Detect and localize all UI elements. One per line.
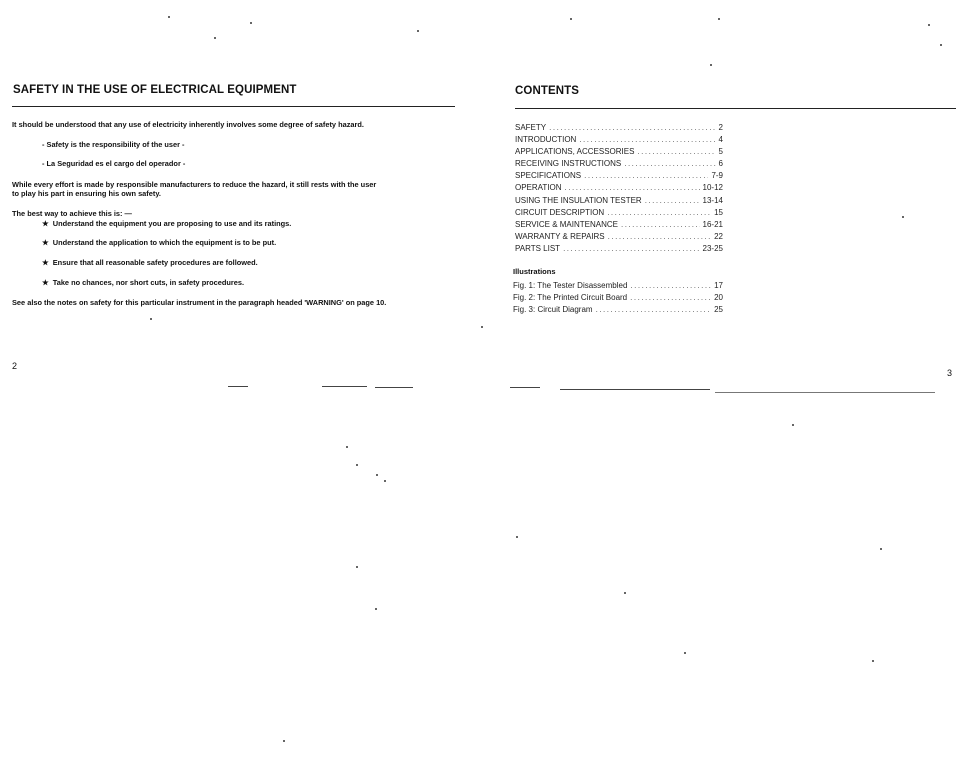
toc-page: 23-25 (702, 244, 723, 253)
best-way-line: The best way to achieve this is: — (12, 209, 132, 218)
toc-label: INTRODUCTION (515, 135, 577, 144)
illustration-page: 17 (714, 281, 723, 290)
toc-entry (515, 147, 723, 159)
page-number-right: 3 (947, 368, 953, 378)
scan-speck (375, 608, 377, 610)
star-icon: ★ (42, 238, 49, 247)
scan-speck (928, 24, 930, 26)
toc-entry (515, 244, 723, 256)
page-number-left: 2 (12, 361, 18, 371)
toc-label: APPLICATIONS, ACCESSORIES (515, 147, 635, 156)
toc-entry (515, 171, 723, 183)
scan-speck (346, 446, 348, 448)
bullet-item (42, 278, 244, 288)
scan-speck (902, 216, 904, 218)
toc-entry (515, 220, 723, 232)
responsibility-english: - Safety is the responsibility of the user - (42, 140, 185, 149)
toc-label: OPERATION (515, 183, 562, 192)
right-page (490, 0, 979, 763)
illustration-label: Fig. 2: The Printed Circuit Board (513, 293, 628, 302)
toc-label: USING THE INSULATION TESTER (515, 196, 642, 205)
scan-speck (384, 480, 386, 482)
toc-entry (515, 196, 723, 208)
toc-page: 4 (718, 135, 723, 144)
toc-entry (515, 183, 723, 195)
scan-speck (283, 740, 285, 742)
toc-entry (515, 159, 723, 171)
contents-title: CONTENTS (515, 85, 580, 97)
scan-speck (872, 660, 874, 662)
scan-speck (250, 22, 252, 24)
illustration-page: 20 (714, 293, 723, 302)
illustration-label: Fig. 1: The Tester Disassembled (513, 281, 628, 290)
star-icon: ★ (42, 278, 49, 287)
illustrations-heading: Illustrations (513, 267, 556, 276)
illustration-label: Fig. 3: Circuit Diagram (513, 305, 593, 314)
scan-speck (880, 548, 882, 550)
responsibility-spanish: - La Seguridad es el cargo del operador - (42, 159, 186, 168)
illustration-entry (513, 293, 723, 305)
illustration-page: 25 (714, 305, 723, 314)
toc-label: WARRANTY & REPAIRS (515, 232, 605, 241)
scan-speck (356, 464, 358, 466)
scan-speck (214, 37, 216, 39)
toc-label: SPECIFICATIONS (515, 171, 582, 180)
left-page (0, 0, 480, 763)
bullet-item (42, 258, 258, 268)
scan-speck (168, 16, 170, 18)
effort-paragraph-line1: While every effort is made by responsible manufacturers to reduce the hazard, it still rests with the user (12, 180, 377, 189)
scan-speck (481, 326, 483, 328)
toc-page: 7-9 (711, 171, 723, 180)
scan-speck (624, 592, 626, 594)
toc-page: 22 (714, 232, 723, 241)
scan-mark (322, 386, 367, 387)
illustration-entry (513, 281, 723, 293)
scan-mark (375, 387, 413, 388)
toc-label: SAFETY (515, 123, 547, 132)
toc-label: RECEIVING INSTRUCTIONS (515, 159, 622, 168)
toc-entry (515, 232, 723, 244)
effort-paragraph-line2: to play his part in ensuring his own safety. (12, 189, 161, 198)
scan-speck (570, 18, 572, 20)
scan-speck (417, 30, 419, 32)
toc-page: 5 (718, 147, 723, 156)
scan-speck (376, 474, 378, 476)
scan-mark (560, 389, 710, 390)
scan-speck (940, 44, 942, 46)
toc-page: 6 (718, 159, 723, 168)
toc-page: 2 (718, 123, 723, 132)
toc-entry (515, 135, 723, 147)
illustration-entry (513, 305, 723, 317)
toc-label: CIRCUIT DESCRIPTION (515, 208, 605, 217)
scan-mark (715, 392, 935, 393)
scan-speck (684, 652, 686, 654)
bullet-item (42, 238, 276, 248)
toc-label: PARTS LIST (515, 244, 561, 253)
scan-speck (516, 536, 518, 538)
toc-page: 15 (714, 208, 723, 217)
bullet-text: Take no chances, nor short cuts, in safety procedures. (52, 278, 245, 287)
safety-title-rule (12, 106, 455, 107)
toc-entry (515, 123, 723, 135)
toc-page: 16-21 (702, 220, 723, 229)
intro-paragraph: It should be understood that any use of electricity inherently involves some degree of safety hazard. (12, 120, 364, 129)
scan-speck (710, 64, 712, 66)
toc-label: SERVICE & MAINTENANCE (515, 220, 618, 229)
see-also-note: See also the notes on safety for this particular instrument in the paragraph headed 'WARNING' on page 10. (12, 298, 387, 307)
bullet-item (42, 219, 291, 229)
scan-speck (150, 318, 152, 320)
bullet-text: Ensure that all reasonable safety procedures are followed. (52, 258, 258, 267)
toc-page: 13-14 (702, 196, 723, 205)
bullet-text: Understand the equipment you are proposing to use and its ratings. (52, 219, 292, 228)
safety-title: SAFETY IN THE USE OF ELECTRICAL EQUIPMENT (13, 84, 297, 96)
scan-mark (228, 386, 248, 387)
scan-speck (356, 566, 358, 568)
toc-entry (515, 208, 723, 220)
toc-page: 10-12 (702, 183, 723, 192)
star-icon: ★ (42, 219, 49, 228)
scan-speck (718, 18, 720, 20)
star-icon: ★ (42, 258, 49, 267)
scan-speck (792, 424, 794, 426)
scan-mark (510, 387, 540, 388)
contents-title-rule (515, 108, 956, 109)
bullet-text: Understand the application to which the equipment is to be put. (52, 238, 277, 247)
